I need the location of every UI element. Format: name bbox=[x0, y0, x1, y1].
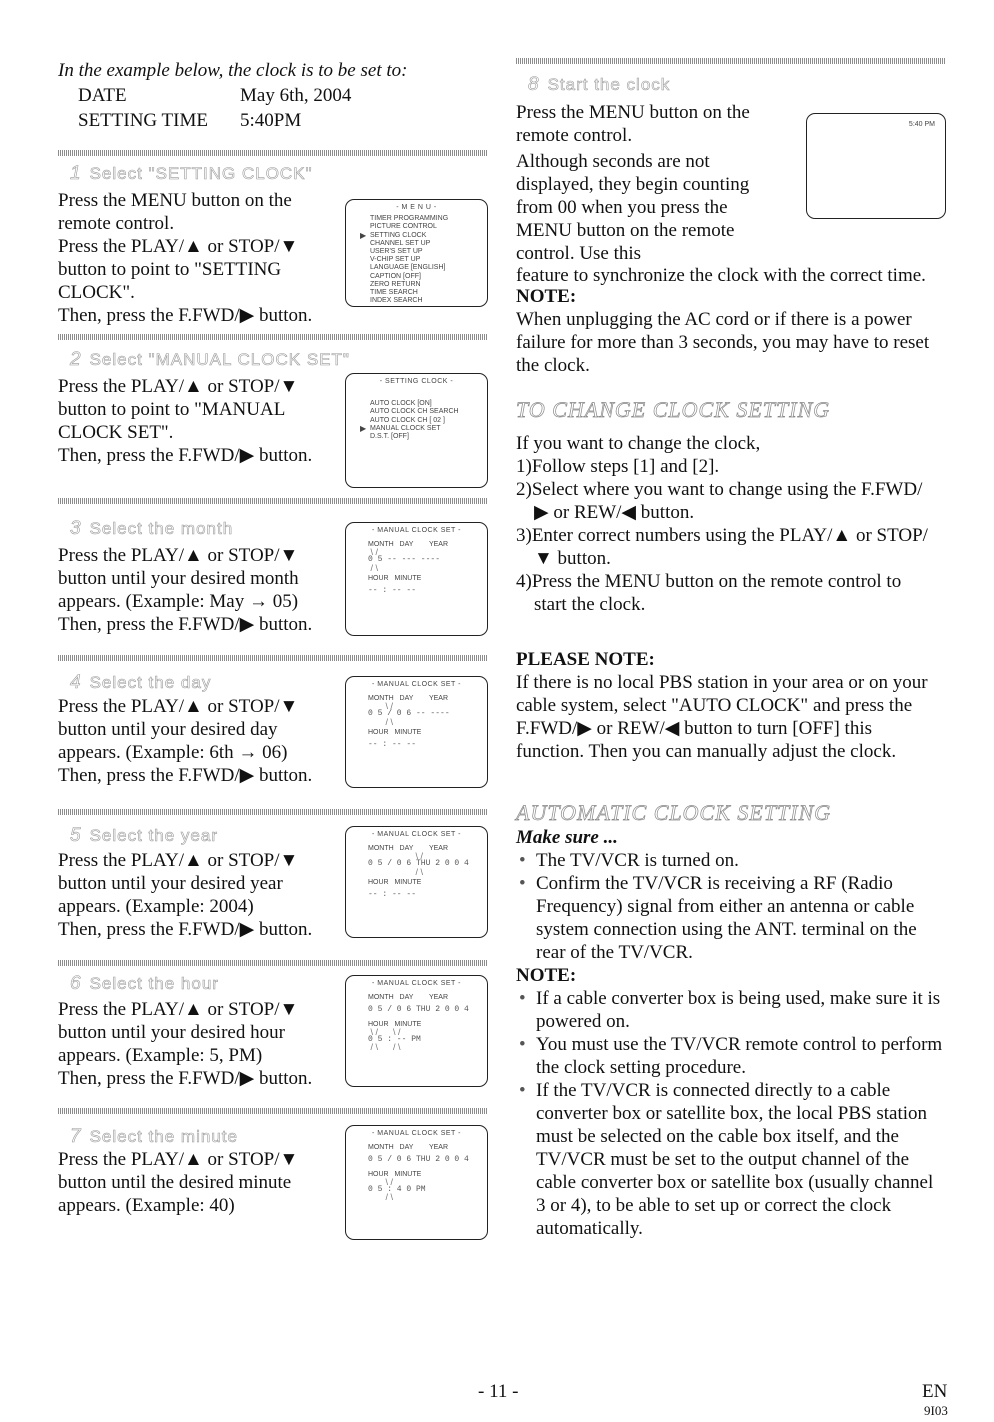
step-7-title: 7 Select the minute bbox=[70, 1126, 238, 1147]
step-1-body bbox=[58, 189, 346, 327]
note-1 bbox=[516, 285, 946, 377]
divider bbox=[58, 1108, 488, 1114]
date-labels: MONTH DAY YEAR bbox=[368, 1144, 449, 1152]
note-label: NOTE: bbox=[516, 286, 577, 307]
step-text: feature to synchronize the clock with the correct time. bbox=[516, 265, 926, 286]
auto-heading: AUTOMATIC CLOCK SETTING bbox=[516, 800, 832, 825]
menu-item: PICTURE CONTROL bbox=[370, 223, 437, 231]
time-labels: HOUR MINUTE bbox=[368, 574, 422, 582]
step-text: Press the PLAY/▲ or STOP/▼ button to point to "MANUAL CLOCK SET". bbox=[58, 376, 299, 443]
intro-line: In the example below, the clock is to be set to: bbox=[58, 60, 408, 81]
make-sure: Make sure ... bbox=[516, 827, 618, 848]
step-text: Then, press the F.FWD/▶ button. bbox=[58, 614, 313, 635]
date-labels: MONTH DAY YEAR bbox=[368, 695, 449, 703]
step-text: Press the MENU button on the remote control. bbox=[516, 102, 750, 146]
step-text: Then, press the F.FWD/▶ button. bbox=[58, 1068, 313, 1089]
date-labels: MONTH DAY YEAR bbox=[368, 994, 449, 1002]
manual-clock-screen bbox=[345, 522, 488, 636]
change-step: 2)Select where you want to change using the F.FWD/▶ or REW/◀ button. bbox=[516, 479, 923, 523]
please-note-label: PLEASE NOTE: bbox=[516, 649, 655, 670]
time-value: 0 5 : -- PM bbox=[368, 1034, 421, 1044]
change-step: 3)Enter correct numbers using the PLAY/▲ or STOP/▼ button. bbox=[516, 525, 928, 569]
step-6-title: 6 Select the hour bbox=[70, 973, 219, 994]
menu-item: TIME SEARCH bbox=[370, 289, 418, 297]
pointer-icon: ▶ bbox=[360, 230, 367, 240]
time-row bbox=[58, 108, 498, 133]
time-value: -- : -- -- bbox=[368, 889, 417, 899]
bullet-item: • You must use the TV/VCR remote control to perform the clock setting procedure. bbox=[516, 1033, 944, 1079]
time-labels: HOUR MINUTE bbox=[368, 1170, 422, 1178]
menu-item: CAPTION [OFF] bbox=[370, 272, 421, 280]
step-4-body bbox=[58, 695, 343, 787]
step-text: Then, press the F.FWD/▶ button. bbox=[58, 919, 313, 940]
menu-item: AUTO CLOCK CH [ 02 ] bbox=[370, 416, 445, 424]
change-body bbox=[516, 432, 936, 616]
manual-clock-screen bbox=[345, 676, 488, 788]
step-5-title: 5 Select the year bbox=[70, 825, 218, 846]
screen-title: - MANUAL CLOCK SET - bbox=[372, 831, 461, 838]
step-8-body-a bbox=[516, 101, 796, 147]
blink-mark: \ / bbox=[368, 1176, 394, 1187]
date-value: 0 5 / 0 6 -- ---- bbox=[368, 709, 450, 719]
step-4-title: 4 Select the day bbox=[70, 672, 212, 693]
date-value: May 6th, 2004 bbox=[240, 85, 352, 106]
menu-item: AUTO CLOCK [ON] bbox=[370, 400, 432, 408]
step-text: Press the PLAY/▲ or STOP/▼ button until your desired month appears. (Example: May → 05) bbox=[58, 545, 299, 612]
please-note bbox=[516, 648, 944, 763]
time-value: 5:40PM bbox=[240, 110, 302, 131]
time-labels: HOUR MINUTE bbox=[368, 728, 422, 736]
step-text: Press the PLAY/▲ or STOP/▼ button until your desired year appears. (Example: 2004) bbox=[58, 850, 299, 917]
menu-screen bbox=[345, 199, 488, 307]
date-value: 0 5 / 0 6 THU 2 0 0 4 bbox=[368, 1155, 469, 1165]
blink-mark: / \ bbox=[368, 1192, 394, 1203]
screen-title: - MANUAL CLOCK SET - bbox=[372, 980, 461, 987]
menu-item: CHANNEL SET UP bbox=[370, 239, 431, 247]
menu-item: D.S.T. [OFF] bbox=[370, 433, 409, 441]
manual-clock-screen bbox=[345, 1125, 488, 1240]
blink-mark: / \ bbox=[368, 716, 394, 727]
step-3-body bbox=[58, 544, 343, 636]
divider bbox=[58, 809, 488, 815]
menu-item: ZERO RETURN bbox=[370, 280, 421, 288]
language-code: EN bbox=[922, 1381, 948, 1402]
step-text: Although seconds are not displayed, they begin counting from 00 when you press the MENU button on the remote control. Use this bbox=[516, 151, 750, 264]
page-number: - 11 - bbox=[478, 1381, 519, 1402]
step-text: Press the PLAY/▲ or STOP/▼ button until your desired hour appears. (Example: 5, PM) bbox=[58, 999, 299, 1066]
change-steps bbox=[516, 455, 936, 616]
manual-clock-screen bbox=[345, 975, 488, 1087]
manual-clock-screen bbox=[345, 826, 488, 938]
step-text: Press the PLAY/▲ or STOP/▼ button until the desired minute appears. (Example: 40) bbox=[58, 1149, 299, 1216]
screen-title: - MANUAL CLOCK SET - bbox=[372, 527, 461, 534]
time-labels: HOUR MINUTE bbox=[368, 878, 422, 886]
bullet-item: • Confirm the TV/VCR is receiving a RF (Radio Frequency) signal from either an antenna or cable system connection using the ANT. terminal on the rear of the TV/VCR. bbox=[516, 872, 944, 964]
time-value: -- : -- -- bbox=[368, 739, 417, 749]
step-text: Press the PLAY/▲ or STOP/▼ button until your desired day appears. (Example: 6th → 06) bbox=[58, 696, 299, 763]
menu-item: LANGUAGE [ENGLISH] bbox=[370, 264, 446, 272]
step-8-body-b bbox=[516, 150, 946, 287]
blink-mark: \ / bbox=[368, 851, 424, 862]
auto-bullets-1 bbox=[516, 849, 944, 964]
menu-item-selected: ▶ SETTING CLOCK bbox=[360, 230, 427, 240]
divider bbox=[58, 334, 488, 340]
step-7-body bbox=[58, 1148, 343, 1217]
date-labels: MONTH DAY YEAR bbox=[368, 845, 449, 853]
step-text: Press the PLAY/▲ or STOP/▼ button to point to "SETTING CLOCK". bbox=[58, 236, 299, 303]
step-3-title: 3 Select the month bbox=[70, 518, 234, 539]
auto-bullets-2 bbox=[516, 987, 944, 1240]
change-step: 1)Follow steps [1] and [2]. bbox=[516, 456, 720, 477]
divider bbox=[58, 150, 488, 156]
step-5-body bbox=[58, 849, 343, 941]
step-6-body bbox=[58, 998, 343, 1090]
blink-mark: / \ bbox=[368, 866, 424, 877]
blink-mark: \ / bbox=[368, 547, 379, 558]
date-labels: MONTH DAY YEAR bbox=[368, 541, 449, 549]
pointer-icon: ▶ bbox=[360, 423, 367, 433]
bullet-item: • If the TV/VCR is connected directly to a cable converter box or satellite box, the local PBS station must be selected on the cable box itself, and the TV/VCR must be set to the output channel of the cable converter box or satellite box (usually channel 3 or 4), to be able to set up or correct the clock automatically. bbox=[516, 1079, 944, 1240]
change-heading: TO CHANGE CLOCK SETTING bbox=[516, 397, 831, 422]
setting-clock-title: - SETTING CLOCK - bbox=[379, 378, 454, 385]
menu-item: AUTO CLOCK CH SEARCH bbox=[370, 408, 459, 416]
screen-title: - MANUAL CLOCK SET - bbox=[372, 1130, 461, 1137]
step-text: Then, press the F.FWD/▶ button. bbox=[58, 765, 313, 786]
clock-display: 5:40 PM bbox=[908, 121, 935, 128]
divider bbox=[58, 498, 488, 504]
divider bbox=[516, 58, 946, 64]
step-2-title: 2 Select "MANUAL CLOCK SET" bbox=[70, 349, 350, 370]
doc-code: 9I03 bbox=[924, 1403, 948, 1418]
date-value: 0 5 / 0 6 THU 2 0 0 4 bbox=[368, 859, 469, 869]
menu-item: V-CHIP SET UP bbox=[370, 256, 421, 264]
date-row bbox=[58, 83, 498, 108]
setting-clock-screen bbox=[345, 373, 488, 488]
time-value: 0 5 : 4 0 PM bbox=[368, 1184, 426, 1194]
menu-item: USER'S SET UP bbox=[370, 248, 423, 256]
step-text: Press the MENU button on the remote control. bbox=[58, 190, 292, 234]
step-1 bbox=[70, 163, 350, 185]
please-note-text: If there is no local PBS station in your area or on your cable system, select "AUTO CLOCK" and press the F.FWD/▶ or REW/◀ button to turn [OFF] this function. Then you can manually adjust the clock. bbox=[516, 672, 928, 762]
step-text: Then, press the F.FWD/▶ button. bbox=[58, 445, 313, 466]
step-8-title: 8 Start the clock bbox=[528, 74, 671, 95]
step-2-body bbox=[58, 375, 346, 467]
time-label: SETTING TIME bbox=[78, 110, 208, 131]
bullet-item: • The TV/VCR is turned on. bbox=[516, 849, 944, 872]
blink-mark: \ / bbox=[368, 701, 394, 712]
auto-body bbox=[516, 826, 944, 1240]
bullet-item: • If a cable converter box is being used, make sure it is powered on. bbox=[516, 987, 944, 1033]
screen-title: - MANUAL CLOCK SET - bbox=[372, 681, 461, 688]
menu-item: TIMER PROGRAMMING bbox=[370, 215, 449, 223]
note-label: NOTE: bbox=[516, 965, 577, 986]
change-intro: If you want to change the clock, bbox=[516, 433, 761, 454]
menu-title: - M E N U - bbox=[396, 204, 437, 211]
step-1-title: 1 Select "SETTING CLOCK" bbox=[70, 163, 313, 184]
time-labels: HOUR MINUTE bbox=[368, 1020, 422, 1028]
date-value: 0 5 -- --- ---- bbox=[368, 555, 441, 565]
note-text: When unplugging the AC cord or if there is a power failure for more than 3 seconds, you may have to reset the clock. bbox=[516, 309, 930, 376]
divider bbox=[58, 960, 488, 966]
step-text: Then, press the F.FWD/▶ button. bbox=[58, 305, 313, 326]
time-value: -- : -- -- bbox=[368, 585, 417, 595]
menu-item-selected: ▶ MANUAL CLOCK SET bbox=[360, 423, 441, 433]
date-label: DATE bbox=[78, 85, 127, 106]
divider bbox=[58, 655, 488, 661]
date-value: 0 5 / 0 6 THU 2 0 0 4 bbox=[368, 1005, 469, 1015]
menu-item: INDEX SEARCH bbox=[370, 297, 423, 305]
intro-block bbox=[58, 58, 498, 133]
blink-mark: \ / \ / bbox=[368, 1026, 401, 1037]
blink-mark: / \ / \ bbox=[368, 1042, 401, 1053]
change-step: 4)Press the MENU button on the remote control to start the clock. bbox=[516, 571, 902, 615]
blink-mark: / \ bbox=[368, 562, 379, 573]
